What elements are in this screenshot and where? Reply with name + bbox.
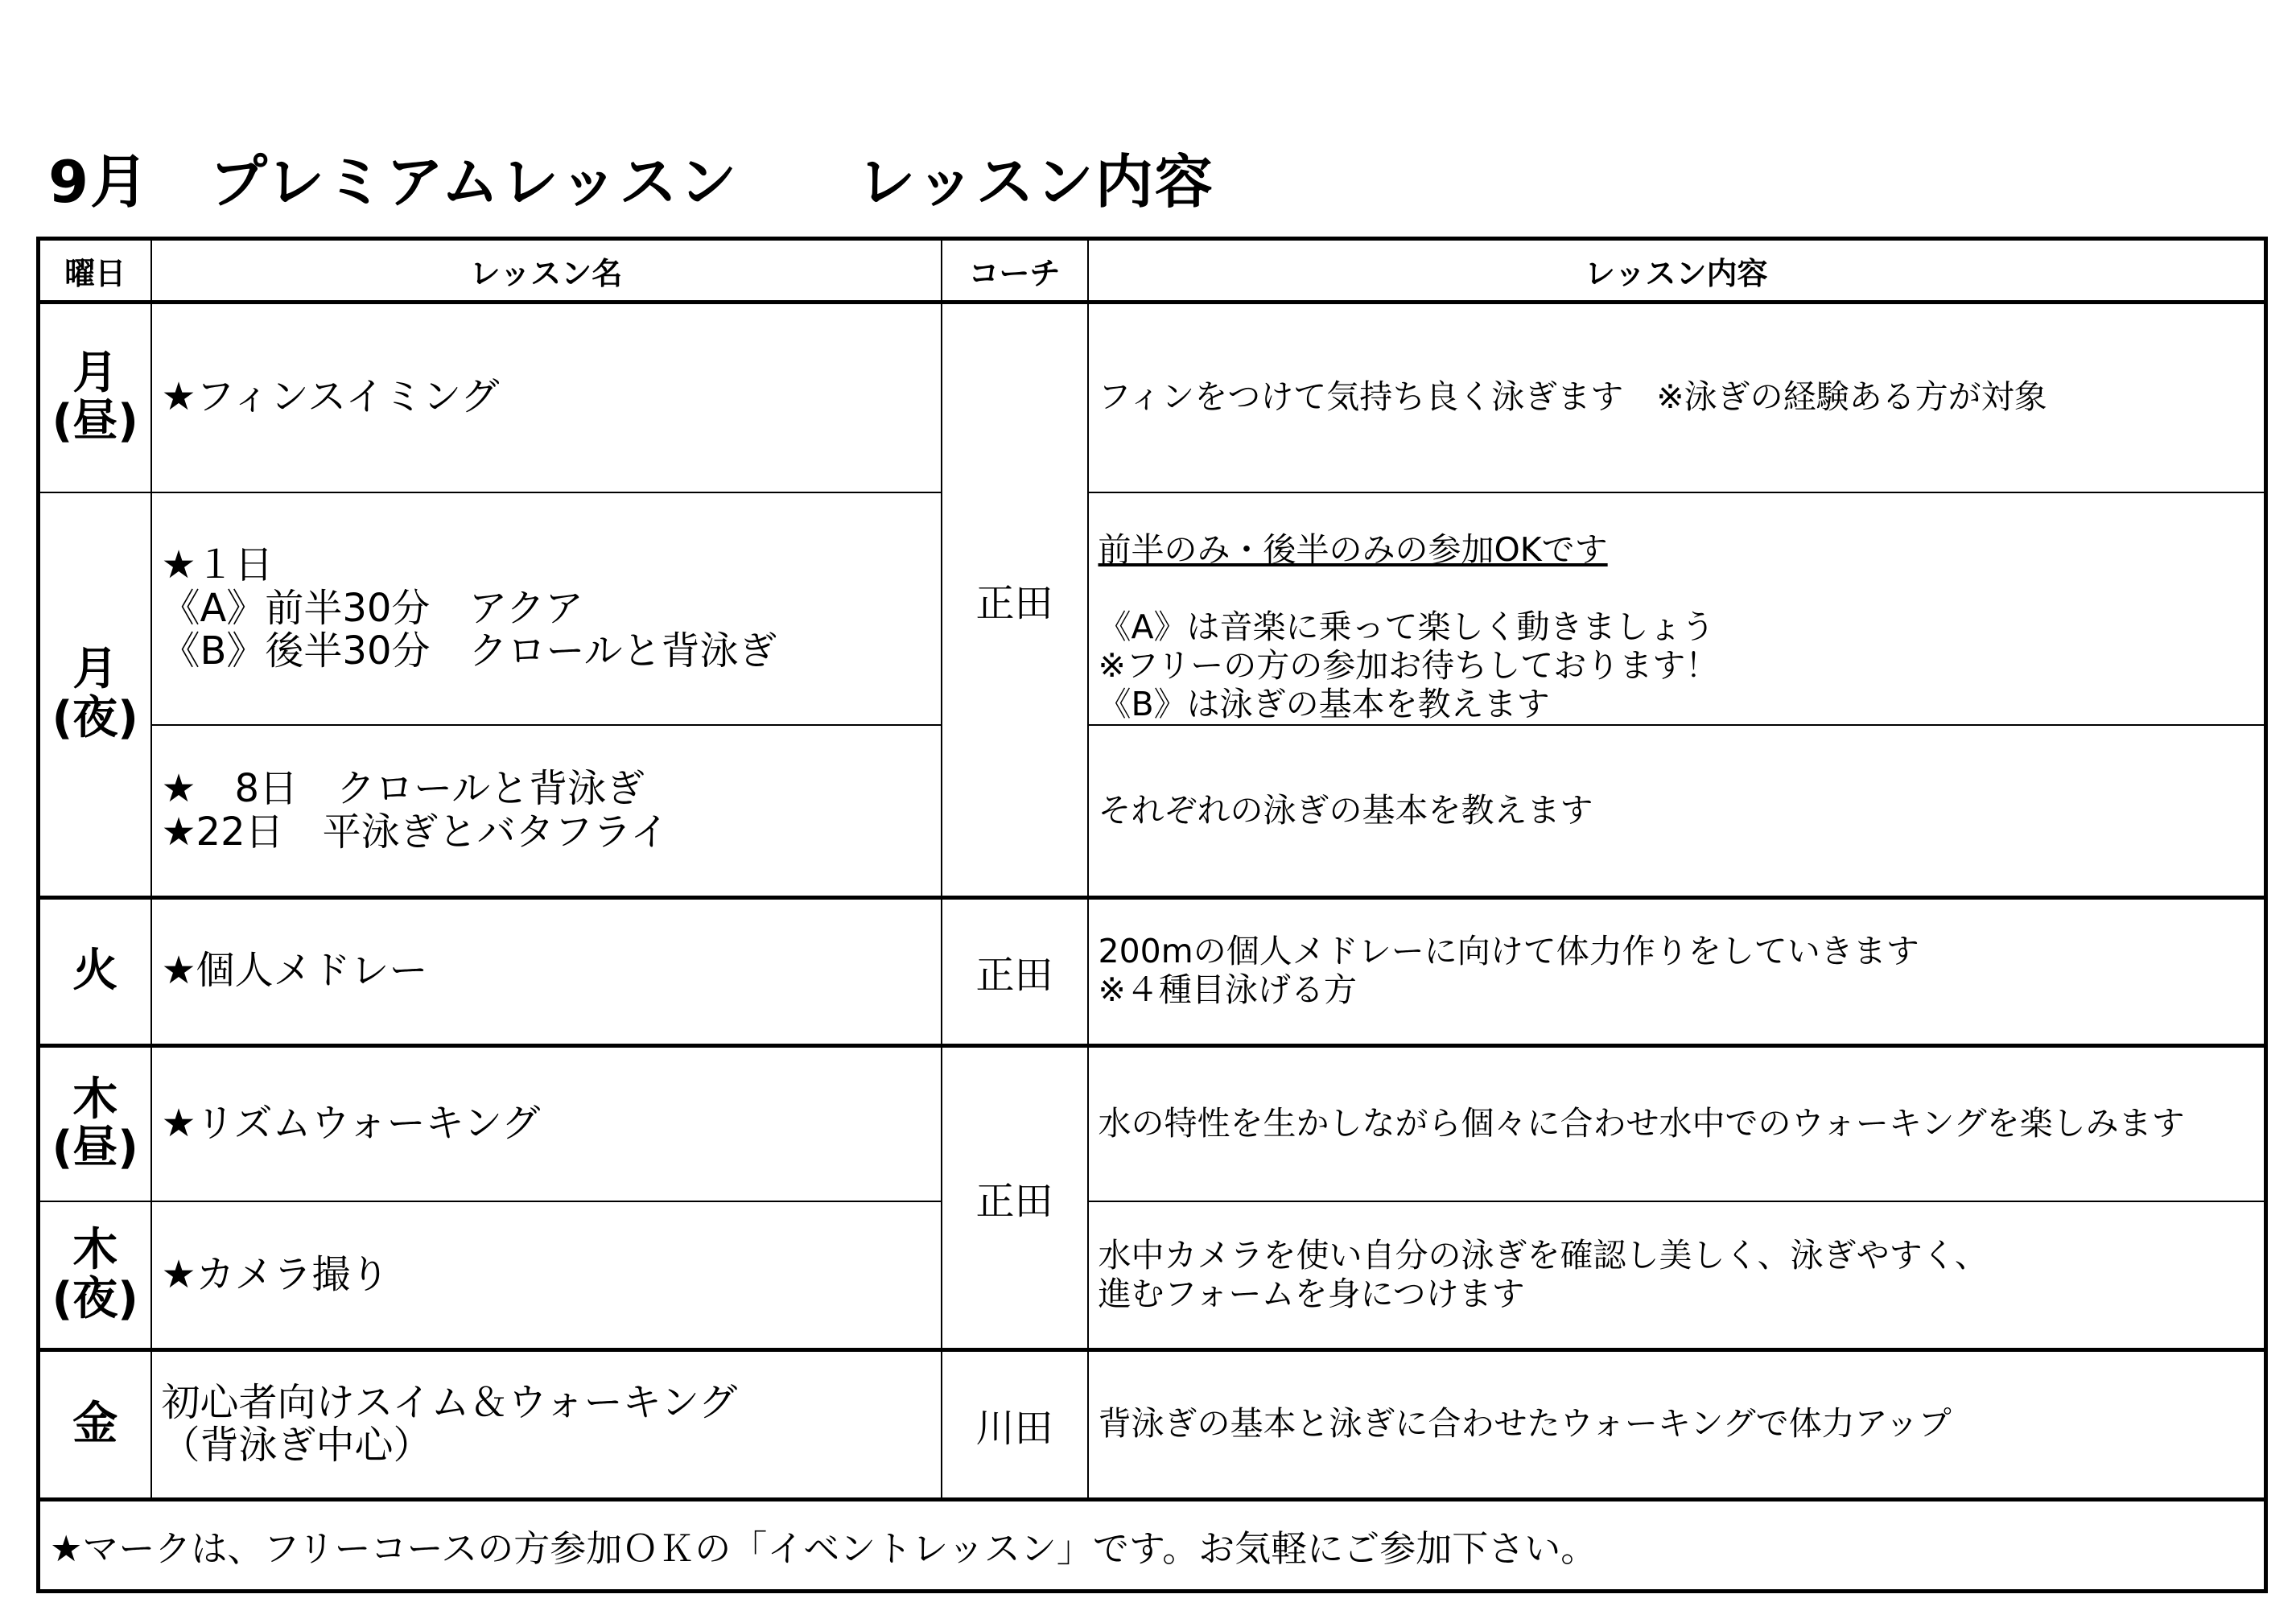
header-content: レッスン内容 bbox=[1088, 239, 2266, 303]
day-cell: 金 bbox=[39, 1349, 151, 1499]
content-text: 《A》は音楽に乗って楽しく動きましょう ※フリーの方の参加お待ちしております！ 《B》は泳ぎの基本を教えます bbox=[1098, 608, 1719, 724]
table-row bbox=[39, 492, 2266, 726]
lesson-name-cell: ★個人メドレー bbox=[151, 897, 942, 1045]
header-row bbox=[39, 239, 2266, 303]
coach-cell: 川田 bbox=[942, 1349, 1088, 1499]
lesson-content-cell: 200mの個人メドレーに向けて体力作りをしていきます ※４種目泳げる方 bbox=[1088, 897, 2266, 1045]
page-title: 9月 プレミアムレッスン レッスン内容 bbox=[48, 148, 1214, 216]
table-row bbox=[39, 897, 2266, 1045]
lesson-name-cell: ★ 8日 クロールと背泳ぎ ★22日 平泳ぎとバタフライ bbox=[151, 725, 942, 897]
header-coach: コーチ bbox=[942, 239, 1088, 303]
underlined-note: 前半のみ・後半のみの参加OKです bbox=[1098, 530, 1608, 570]
footer-note: ★マークは、フリーコースの方参加ＯＫの「イベントレッスン」です。お気軽にご参加下さい。 bbox=[39, 1499, 2266, 1591]
coach-cell: 正田 bbox=[942, 897, 1088, 1045]
lesson-content-cell: 水の特性を生かしながら個々に合わせ水中でのウォーキングを楽しみます bbox=[1088, 1045, 2266, 1201]
coach-cell: 正田 bbox=[942, 1045, 1088, 1349]
lesson-name-cell: 初心者向けスイム＆ウォーキング （背泳ぎ中心） bbox=[151, 1349, 942, 1499]
footer-row bbox=[39, 1499, 2266, 1591]
lesson-name-cell: ★フィンスイミング bbox=[151, 303, 942, 492]
lesson-content-cell bbox=[1088, 492, 2266, 726]
day-cell: 木 (夜) bbox=[39, 1201, 151, 1349]
day-cell: 火 bbox=[39, 897, 151, 1045]
table-row bbox=[39, 725, 2266, 897]
header-lesson-name: レッスン名 bbox=[151, 239, 942, 303]
lesson-content-cell: 水中カメラを使い自分の泳ぎを確認し美しく、泳ぎやすく、 進むフォームを身につけます bbox=[1088, 1201, 2266, 1349]
day-cell: 木 (昼) bbox=[39, 1045, 151, 1201]
lesson-content-cell: フィンをつけて気持ち良く泳ぎます ※泳ぎの経験ある方が対象 bbox=[1088, 303, 2266, 492]
lesson-name-cell: ★リズムウォーキング bbox=[151, 1045, 942, 1201]
coach-cell: 正田 bbox=[942, 303, 1088, 898]
table-row bbox=[39, 1045, 2266, 1201]
lesson-name-cell: ★カメラ撮り bbox=[151, 1201, 942, 1349]
header-day: 曜日 bbox=[39, 239, 151, 303]
table-row bbox=[39, 303, 2266, 492]
day-cell: 月 (夜) bbox=[39, 492, 151, 898]
lesson-name-cell: ★１日 《A》前半30分 アクア 《B》後半30分 クロールと背泳ぎ bbox=[151, 492, 942, 726]
lesson-content-cell: それぞれの泳ぎの基本を教えます bbox=[1088, 725, 2266, 897]
day-cell: 月 (昼) bbox=[39, 303, 151, 492]
table-row bbox=[39, 1349, 2266, 1499]
lesson-schedule-table bbox=[36, 237, 2268, 1593]
table-row bbox=[39, 1201, 2266, 1349]
lesson-content-cell: 背泳ぎの基本と泳ぎに合わせたウォーキングで体力アップ bbox=[1088, 1349, 2266, 1499]
